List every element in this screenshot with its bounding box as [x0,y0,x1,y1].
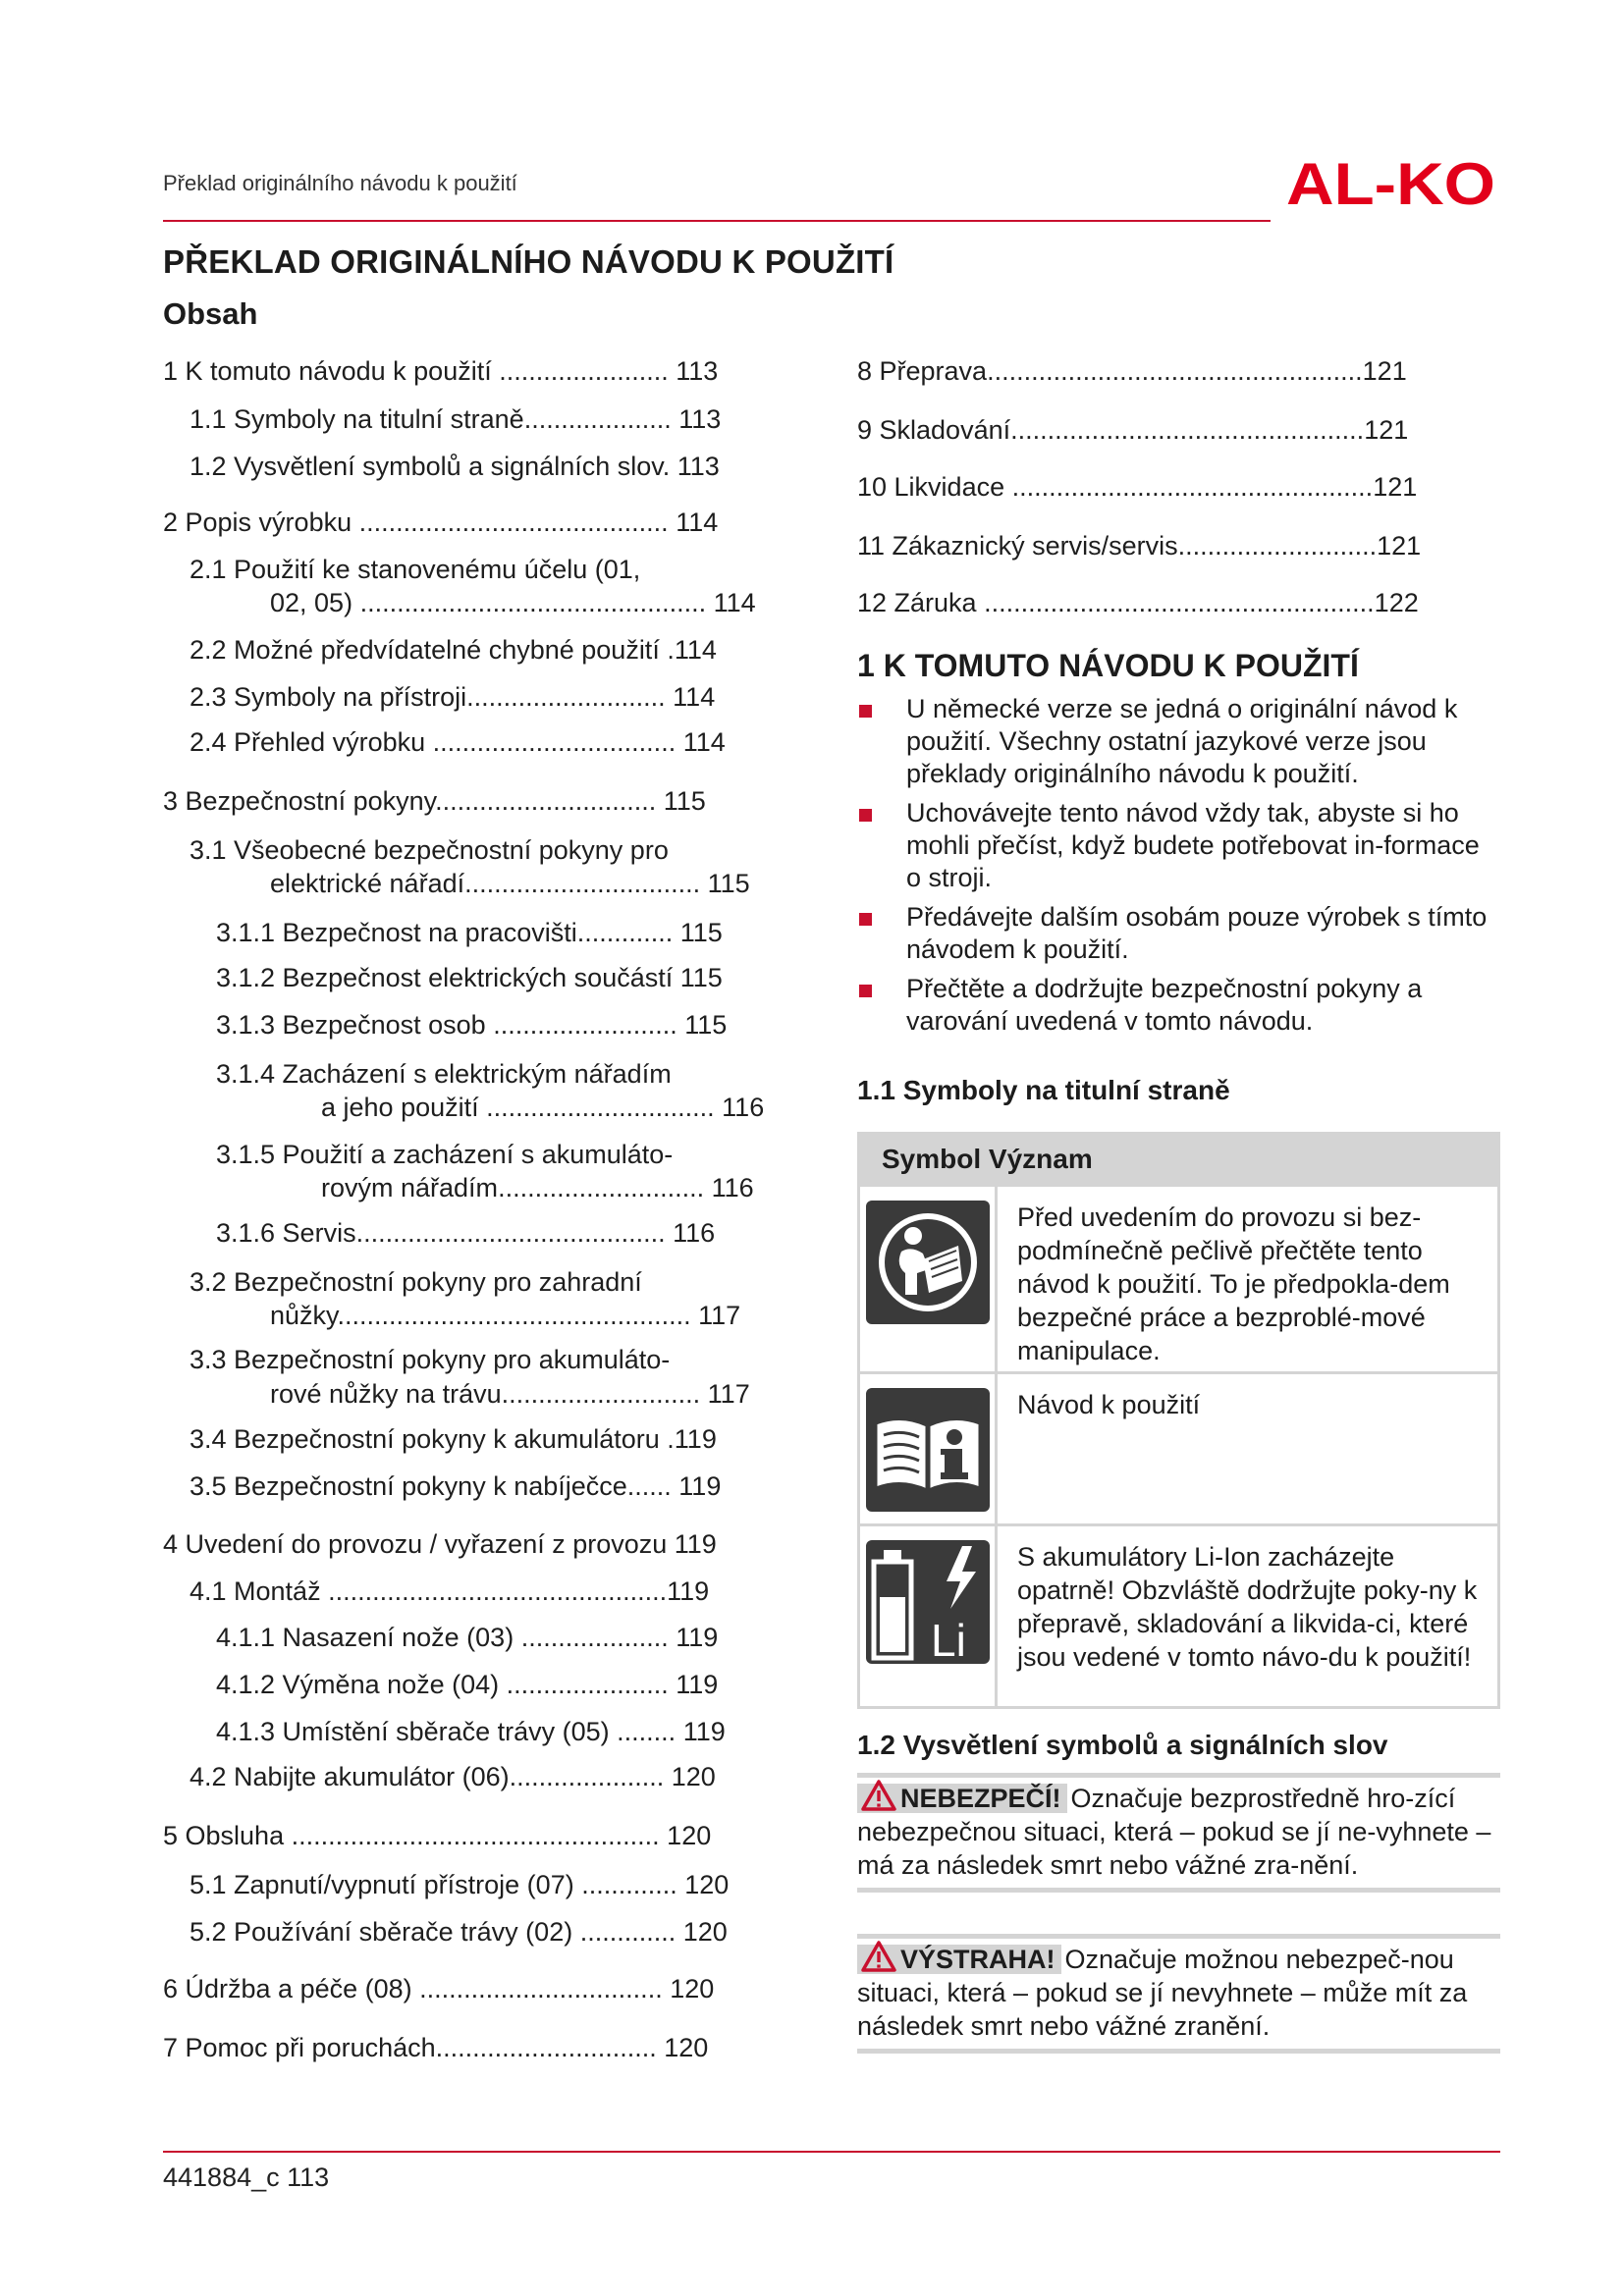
header-rule [163,220,1271,222]
signal-description: Označuje bezprostředně hro-zící nebezpečnou situaci, která – pokud se jí ne-vyhnete – má za následek smrt nebo vážné zra-nění. [857,1784,1491,1880]
toc-entry-label: 3.2 Bezpečnostní pokyny pro zahradní [189,1267,642,1297]
toc-leader-dots: ................................................. [1004,472,1374,502]
toc-page-number: 115 [677,1010,728,1040]
toc-page-number: 114 [668,507,719,537]
toc-entry-continuation [321,1092,764,1124]
toc-entry-label: 4.1.2 Výměna nože (04) [216,1670,500,1699]
toc-page-number: 119 [667,1529,717,1559]
footer-rule [163,2151,1500,2153]
toc-entry-line [216,1139,673,1171]
bullet-list [857,693,1501,1044]
toc-leader-dots: .............................. [435,786,657,816]
toc-entry-label: 8 Přeprava [857,356,988,386]
toc-leader-dots: ................................................ [1010,415,1365,445]
toc-entry-line [857,587,1419,619]
brand-logo [1286,155,1497,212]
toc-entry-line [189,1266,642,1299]
list-item: Přečtěte a dodržujte bezpečnostní pokyny a varování uvedená v tomto návodu. [857,973,1501,1038]
toc-entry-label: 3.4 Bezpečnostní pokyny k akumulátoru [189,1424,660,1454]
toc-page-number: 120 [664,1762,716,1791]
toc-entry-label: 1.2 Vysvětlení symbolů a signálních slov [189,452,663,481]
toc-entry-label-cont: nůžky [270,1301,338,1330]
signal-description: Označuje možnou nebezpeč-nou situaci, která – pokud se jí nevyhnete – může mít za následek smrt nebo vážné zranění. [857,1945,1468,2041]
table-row [860,1184,1497,1371]
toc-page-number: 116 [704,1173,754,1202]
toc-entry-line [189,681,715,714]
toc-entry-label: 4.2 Nabijte akumulátor (06) [189,1762,510,1791]
toc-entry-line [857,414,1408,447]
contents-title: Obsah [163,296,258,331]
toc-page-number: 117 [700,1379,750,1409]
table-header: Symbol Význam [860,1135,1497,1184]
toc-entry-line [189,1344,670,1376]
toc-page-number: 116 [665,1218,716,1248]
toc-entry-line [163,355,718,388]
toc-leader-dots: ................................. [425,727,677,757]
toc-entry-label-cont: 02, 05) [270,588,353,617]
toc-page-number: 122 [1374,588,1419,617]
toc-entry-line [216,917,723,949]
toc-page-number: 113 [668,356,719,386]
toc-entry-line [216,1716,726,1748]
toc-entry-continuation [270,587,756,619]
read-manual-icon [866,1201,990,1324]
li-ion-battery-icon [866,1540,990,1664]
li-label: Li [930,1615,966,1664]
toc-leader-dots: .......................................... [352,507,669,537]
toc-page-number: 114 [665,682,716,712]
toc-entry-label: 4.1 Montáž [189,1576,321,1606]
symbol-meaning: S akumulátory Li-Ion zacházejte opatrně! Obzvláště dodržujte poky-ny k přepravě, skladování a likvida-ci, které jsou vedené v tomto návo-du k použití! [1017,1542,1478,1672]
toc-entry-line [189,403,721,436]
toc-leader-dots: .................... [523,404,672,434]
toc-entry-line [163,507,718,539]
toc-entry-line [189,1423,717,1456]
symbol-meaning: Návod k použití [1017,1390,1201,1419]
toc-entry-label: 7 Pomoc při poruchách [163,2033,436,2062]
toc-entry-label: 4 Uvedení do provozu / vyřazení z provozu [163,1529,668,1559]
toc-leader-dots: ..................................................... [976,588,1375,617]
toc-page-number: 115 [673,963,723,992]
toc-entry-line [189,1470,721,1503]
toc-leader-dots: ....................... [491,356,669,386]
toc-entry-label: 1 K tomuto návodu k použití [163,356,492,386]
toc-leader-dots: ............................ [498,1173,705,1202]
toc-entry-line [189,451,720,483]
toc-page-number: 121 [1377,531,1422,561]
toc-leader-dots: ..................... [509,1762,665,1791]
toc-leader-dots: .................... [514,1623,669,1652]
toc-entry-label: 3.1.5 Použití a zacházení s akumuláto- [216,1140,674,1169]
toc-leader-dots: ............. [576,918,674,947]
toc-page-number: .114 [659,635,717,665]
signal-word-danger: NEBEZPEČÍ! [900,1784,1061,1813]
toc-leader-dots: ...................... [499,1670,669,1699]
toc-entry-label: 10 Likvidace [857,472,1005,502]
toc-entry-label: 3.1.1 Bezpečnost na pracovišti [216,918,577,947]
toc-page-number: 121 [1373,472,1418,502]
toc-entry-label: 3.1 Všeobecné bezpečnostní pokyny pro [189,835,669,865]
toc-entry-label: 12 Záruka [857,588,977,617]
toc-leader-dots: ................................................ [337,1301,691,1330]
toc-entry-label: 6 Údržba a péče (08) [163,1974,412,2003]
toc-leader-dots: ........ [609,1717,677,1746]
signal-word-warning: VÝSTRAHA! [900,1945,1056,1974]
warning-triangle-icon [861,1780,896,1811]
toc-entry-line [163,2032,708,2064]
toc-entry-continuation [270,1378,750,1411]
toc-leader-dots: ........................... [466,682,666,712]
toc-entry-label: 3.1.6 Servis [216,1218,356,1248]
toc-entry-label: 11 Zákaznický servis/servis [857,531,1178,561]
toc-entry-continuation [270,868,750,900]
toc-entry-label: 3.1.4 Zacházení s elektrickým nářadím [216,1059,672,1089]
toc-entry-line [216,1217,715,1250]
toc-page-number: . 113 [662,452,720,481]
toc-entry-line [163,785,706,818]
toc-entry-label: 9 Skladování [857,415,1011,445]
toc-entry-label: 2.1 Použití ke stanovenému účelu (01, [189,555,641,584]
toc-page-number: 120 [656,2033,709,2062]
toc-entry-label-cont: elektrické nářadí [270,869,465,898]
toc-leader-dots: ................................. [411,1974,663,2003]
toc-entry-label: 3 Bezpečnostní pokyny [163,786,436,816]
toc-entry-label: 4.1.1 Nasazení nože (03) [216,1623,514,1652]
toc-leader-dots: ................................................... [987,356,1363,386]
toc-leader-dots: ...... [626,1471,672,1501]
subsection-heading: 1.2 Vysvětlení symbolů a signálních slov [857,1730,1388,1760]
signal-word-block [857,1773,1500,1893]
toc-entry-line [216,1622,718,1654]
toc-page-number: 119 [667,1576,710,1606]
section-heading: 1 K TOMUTO NÁVODU K POUŽITÍ [857,648,1359,683]
toc-entry-line [163,1528,717,1561]
toc-entry-label-cont: rové nůžky na trávu [270,1379,502,1409]
toc-page-number: 114 [676,727,726,757]
toc-entry-label: 2 Popis výrobku [163,507,352,537]
toc-entry-line [857,471,1417,504]
toc-page-number: 120 [676,1917,728,1947]
toc-entry-label: 3.3 Bezpečnostní pokyny pro akumuláto- [189,1345,671,1374]
subsection-heading: 1.1 Symboly na titulní straně [857,1075,1230,1105]
toc-entry-line [189,1575,709,1608]
toc-entry-continuation [270,1300,740,1332]
toc-entry-line [189,726,726,759]
toc-page-number: 120 [677,1870,730,1899]
running-title: Překlad originálního návodu k použití [163,171,517,195]
toc-entry-line [189,634,717,667]
toc-page-number: 119 [668,1623,719,1652]
toc-entry-label: 2.3 Symboly na přístroji [189,682,467,712]
toc-leader-dots: ............. [572,1917,677,1947]
toc-entry-label: 4.1.3 Umístění sběrače trávy (05) [216,1717,610,1746]
toc-leader-dots: ........................... [1177,531,1378,561]
toc-leader-dots: ............................... [478,1093,715,1122]
toc-page-number: 116 [714,1093,765,1122]
toc-entry-line [163,1820,711,1852]
list-item: Předávejte dalším osobám pouze výrobek s tímto návodem k použití. [857,901,1501,966]
toc-leader-dots: .............................. [435,2033,657,2062]
toc-page-number: 121 [1364,415,1409,445]
toc-entry-label: 1.1 Symboly na titulní straně [189,404,524,434]
toc-entry-line [189,1916,728,1949]
toc-entry-line [857,355,1407,388]
toc-page-number: 121 [1362,356,1407,386]
toc-page-number: 119 [676,1717,726,1746]
toc-entry-continuation [321,1172,754,1204]
toc-entry-line [163,1973,714,2005]
toc-page-number: .119 [659,1424,717,1454]
toc-leader-dots: ......................... [485,1010,677,1040]
toc-page-number: 117 [690,1301,741,1330]
toc-page-number: 114 [706,588,756,617]
toc-entry-label: 3.1.3 Bezpečnost osob [216,1010,486,1040]
toc-leader-dots: .......................................... [355,1218,666,1248]
manual-info-icon [866,1388,990,1512]
toc-page-number: 119 [668,1670,719,1699]
toc-entry-line [216,1058,672,1091]
toc-entry-label: 2.2 Možné předvídatelné chybné použití [189,635,660,665]
signal-word-block [857,1934,1500,2054]
toc-entry-line [189,1869,729,1901]
brand-logo-text: AL-KO [1286,155,1495,212]
list-item: U německé verze se jedná o originální návod k použití. Všechny ostatní jazykové verze jsou překlady originálního návodu k použití. [857,693,1501,790]
toc-page-number: 120 [662,1974,715,2003]
toc-page-number: 119 [671,1471,722,1501]
toc-entry-line [189,834,669,867]
toc-leader-dots: ................................ [464,869,701,898]
toc-entry-label: 3.1.2 Bezpečnost elektrických součástí [216,963,674,992]
toc-entry-label: 5 Obsluha [163,1821,285,1850]
toc-leader-dots: .............................................. [320,1576,668,1606]
toc-entry-label: 2.4 Přehled výrobku [189,727,426,757]
toc-entry-line [216,962,723,994]
symbol-table [857,1132,1500,1709]
toc-entry-label: 5.1 Zapnutí/vypnutí přístroje (07) [189,1870,574,1899]
toc-entry-line [216,1669,718,1701]
toc-page-number: 113 [671,404,722,434]
toc-leader-dots: ........................... [501,1379,701,1409]
document-title: PŘEKLAD ORIGINÁLNÍHO NÁVODU K POUŽITÍ [163,243,894,280]
toc-page-number: 115 [700,869,750,898]
footer-page-code: 441884_c 113 [163,2163,330,2192]
warning-triangle-icon [861,1941,896,1972]
toc-entry-line [189,1761,716,1793]
toc-entry-line [189,554,640,586]
toc-entry-line [216,1009,727,1041]
table-row [860,1523,1497,1706]
toc-page-number: 115 [656,786,706,816]
toc-entry-line [857,530,1421,562]
symbol-meaning: Před uvedením do provozu si bez-podmínečně pečlivě přečtěte tento návod k použití. To je předpokla-dem bezpečné práce a bezproblé-mové manipulace. [1017,1202,1450,1365]
toc-entry-label-cont: rovým nářadím [321,1173,499,1202]
toc-leader-dots: ............. [573,1870,677,1899]
toc-leader-dots: .................................................. [284,1821,660,1850]
table-row [860,1371,1497,1523]
list-item: Uchovávejte tento návod vždy tak, abyste si ho mohli přečíst, když budete potřebovat in-formace o stroji. [857,797,1501,894]
toc-entry-label-cont: a jeho použití [321,1093,479,1122]
toc-entry-label: 5.2 Používání sběrače trávy (02) [189,1917,573,1947]
toc-entry-label: 3.5 Bezpečnostní pokyny k nabíječce [189,1471,627,1501]
toc-page-number: 120 [659,1821,712,1850]
toc-leader-dots: ............................................... [352,588,707,617]
toc-page-number: 115 [673,918,723,947]
